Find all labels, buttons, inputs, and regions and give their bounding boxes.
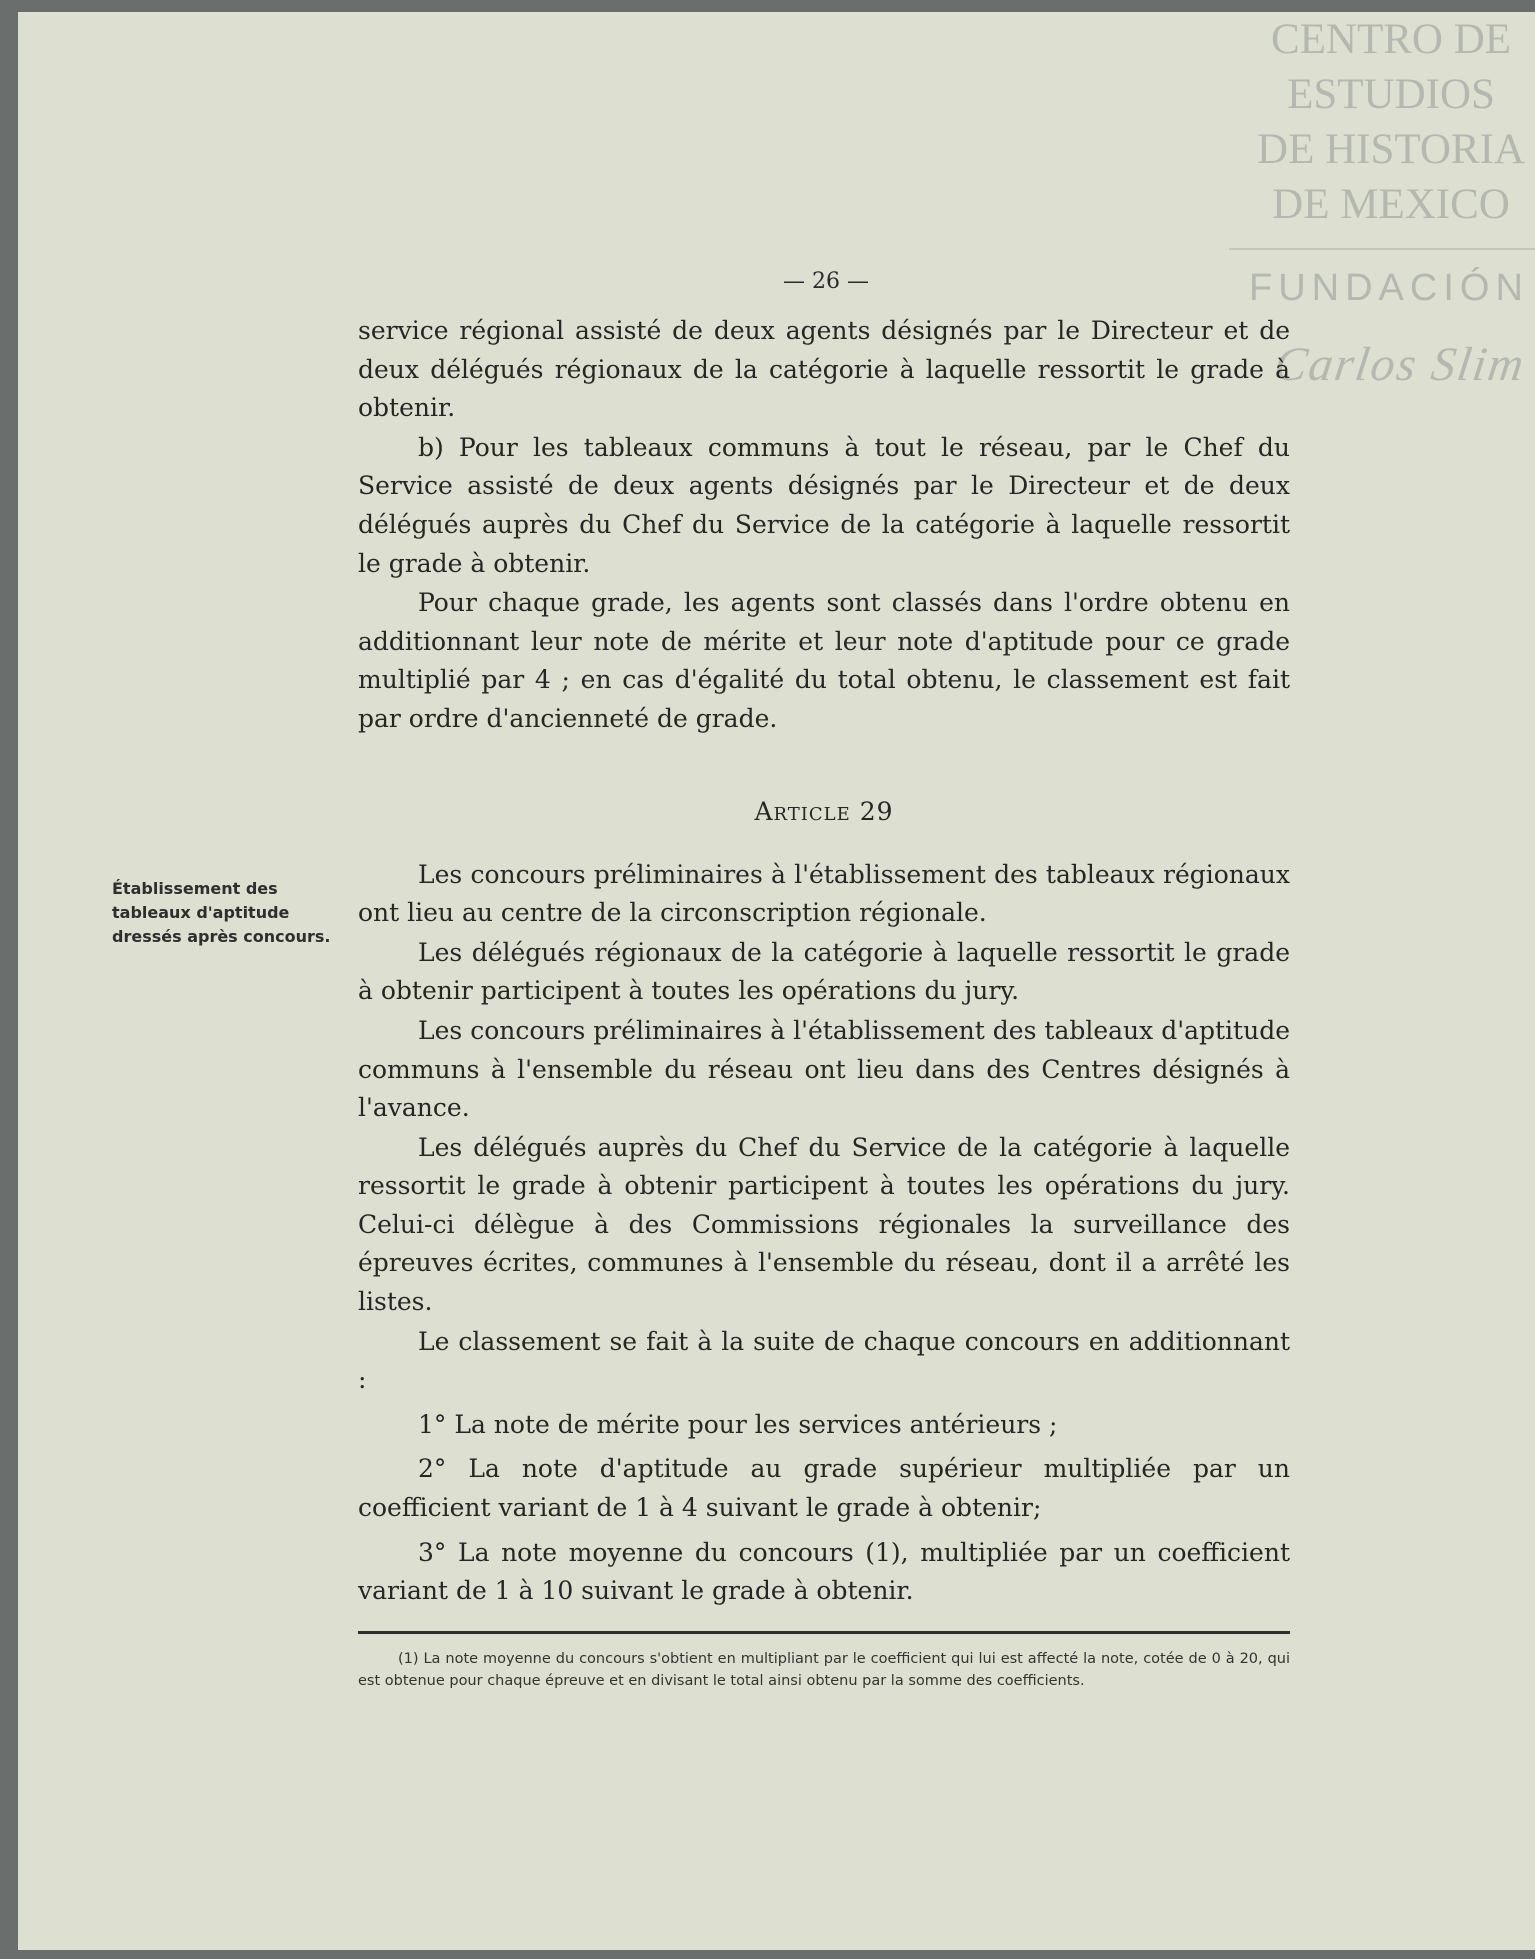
list-item: 1° La note de mérite pour les services antérieurs ; xyxy=(418,1409,1058,1439)
footnote: (1) La note moyenne du concours s'obtient en multipliant par le coefficient qui lui est affecté la note, cotée de 0 à 20, qui est obtenue pour chaque épreuve et en divisant le total ainsi obtenu par la somme des coefficients. xyxy=(358,1650,1290,1689)
archive-watermark xyxy=(1229,12,1535,232)
page-number: — 26 — xyxy=(783,269,869,294)
paragraph: Les délégués régionaux de la catégorie à laquelle ressortit le grade à obtenir participent à toutes les opérations du jury. xyxy=(358,937,1290,1006)
paragraph: Les concours préliminaires à l'établissement des tableaux d'aptitude communs à l'ensemble du réseau ont lieu dans des Centres désignés à l'avance. xyxy=(358,1015,1290,1123)
document-page xyxy=(18,12,1535,1950)
watermark-fundacion: FUNDACIÓN xyxy=(1249,267,1529,309)
main-text xyxy=(358,312,1290,1692)
watermark-signature: Carlos Slim xyxy=(1271,338,1529,391)
paragraph: Le classement se fait à la suite de chaque concours en additionnant : xyxy=(358,1326,1290,1395)
paragraph: Les concours préliminaires à l'établissement des tableaux régionaux ont lieu au centre de la circonscription régionale. xyxy=(358,859,1290,928)
footnote-divider xyxy=(358,1631,1290,1634)
paragraph: b) Pour les tableaux communs à tout le réseau, par le Chef du Service assisté de deux agents désignés par le Directeur et de deux délégués auprès du Chef du Service de la catégorie à laquelle ressortit le grade à obtenir. xyxy=(358,432,1290,578)
list-item: 2° La note d'aptitude au grade supérieur multipliée par un coefficient variant de 1 à 4 suivant le grade à obtenir; xyxy=(358,1454,1290,1523)
watermark-divider xyxy=(1229,248,1535,250)
watermark-line: DE MEXICO xyxy=(1272,181,1510,228)
watermark-line: CENTRO DE xyxy=(1270,16,1512,63)
paragraph: service régional assisté de deux agents désignés par le Directeur et de deux délégués régionaux de la catégorie à laquelle ressortit le grade à obtenir. xyxy=(358,316,1290,423)
article-heading: Article 29 xyxy=(754,796,894,826)
watermark-line: ESTUDIOS xyxy=(1287,71,1495,118)
watermark-line: DE HISTORIA xyxy=(1257,126,1525,173)
paragraph: Pour chaque grade, les agents sont classés dans l'ordre obtenu en additionnant leur note de mérite et leur note d'aptitude pour ce grade multiplié par 4 ; en cas d'égalité du total obtenu, le classement est fait par ordre d'ancienneté de grade. xyxy=(358,588,1290,733)
list-item: 3° La note moyenne du concours (1), multipliée par un coefficient variant de 1 à 10 suivant le grade à obtenir. xyxy=(358,1537,1290,1606)
marginal-note: Établissement des tableaux d'aptitude dressés après concours. xyxy=(112,879,331,946)
paragraph: Les délégués auprès du Chef du Service de la catégorie à laquelle ressortit le grade à obtenir participent à toutes les opérations du jury. Celui-ci délègue à des Commissions régionales la surveillance des épreuves écrites, communes à l'ensemble du réseau, dont il a arrêté les listes. xyxy=(358,1132,1290,1317)
